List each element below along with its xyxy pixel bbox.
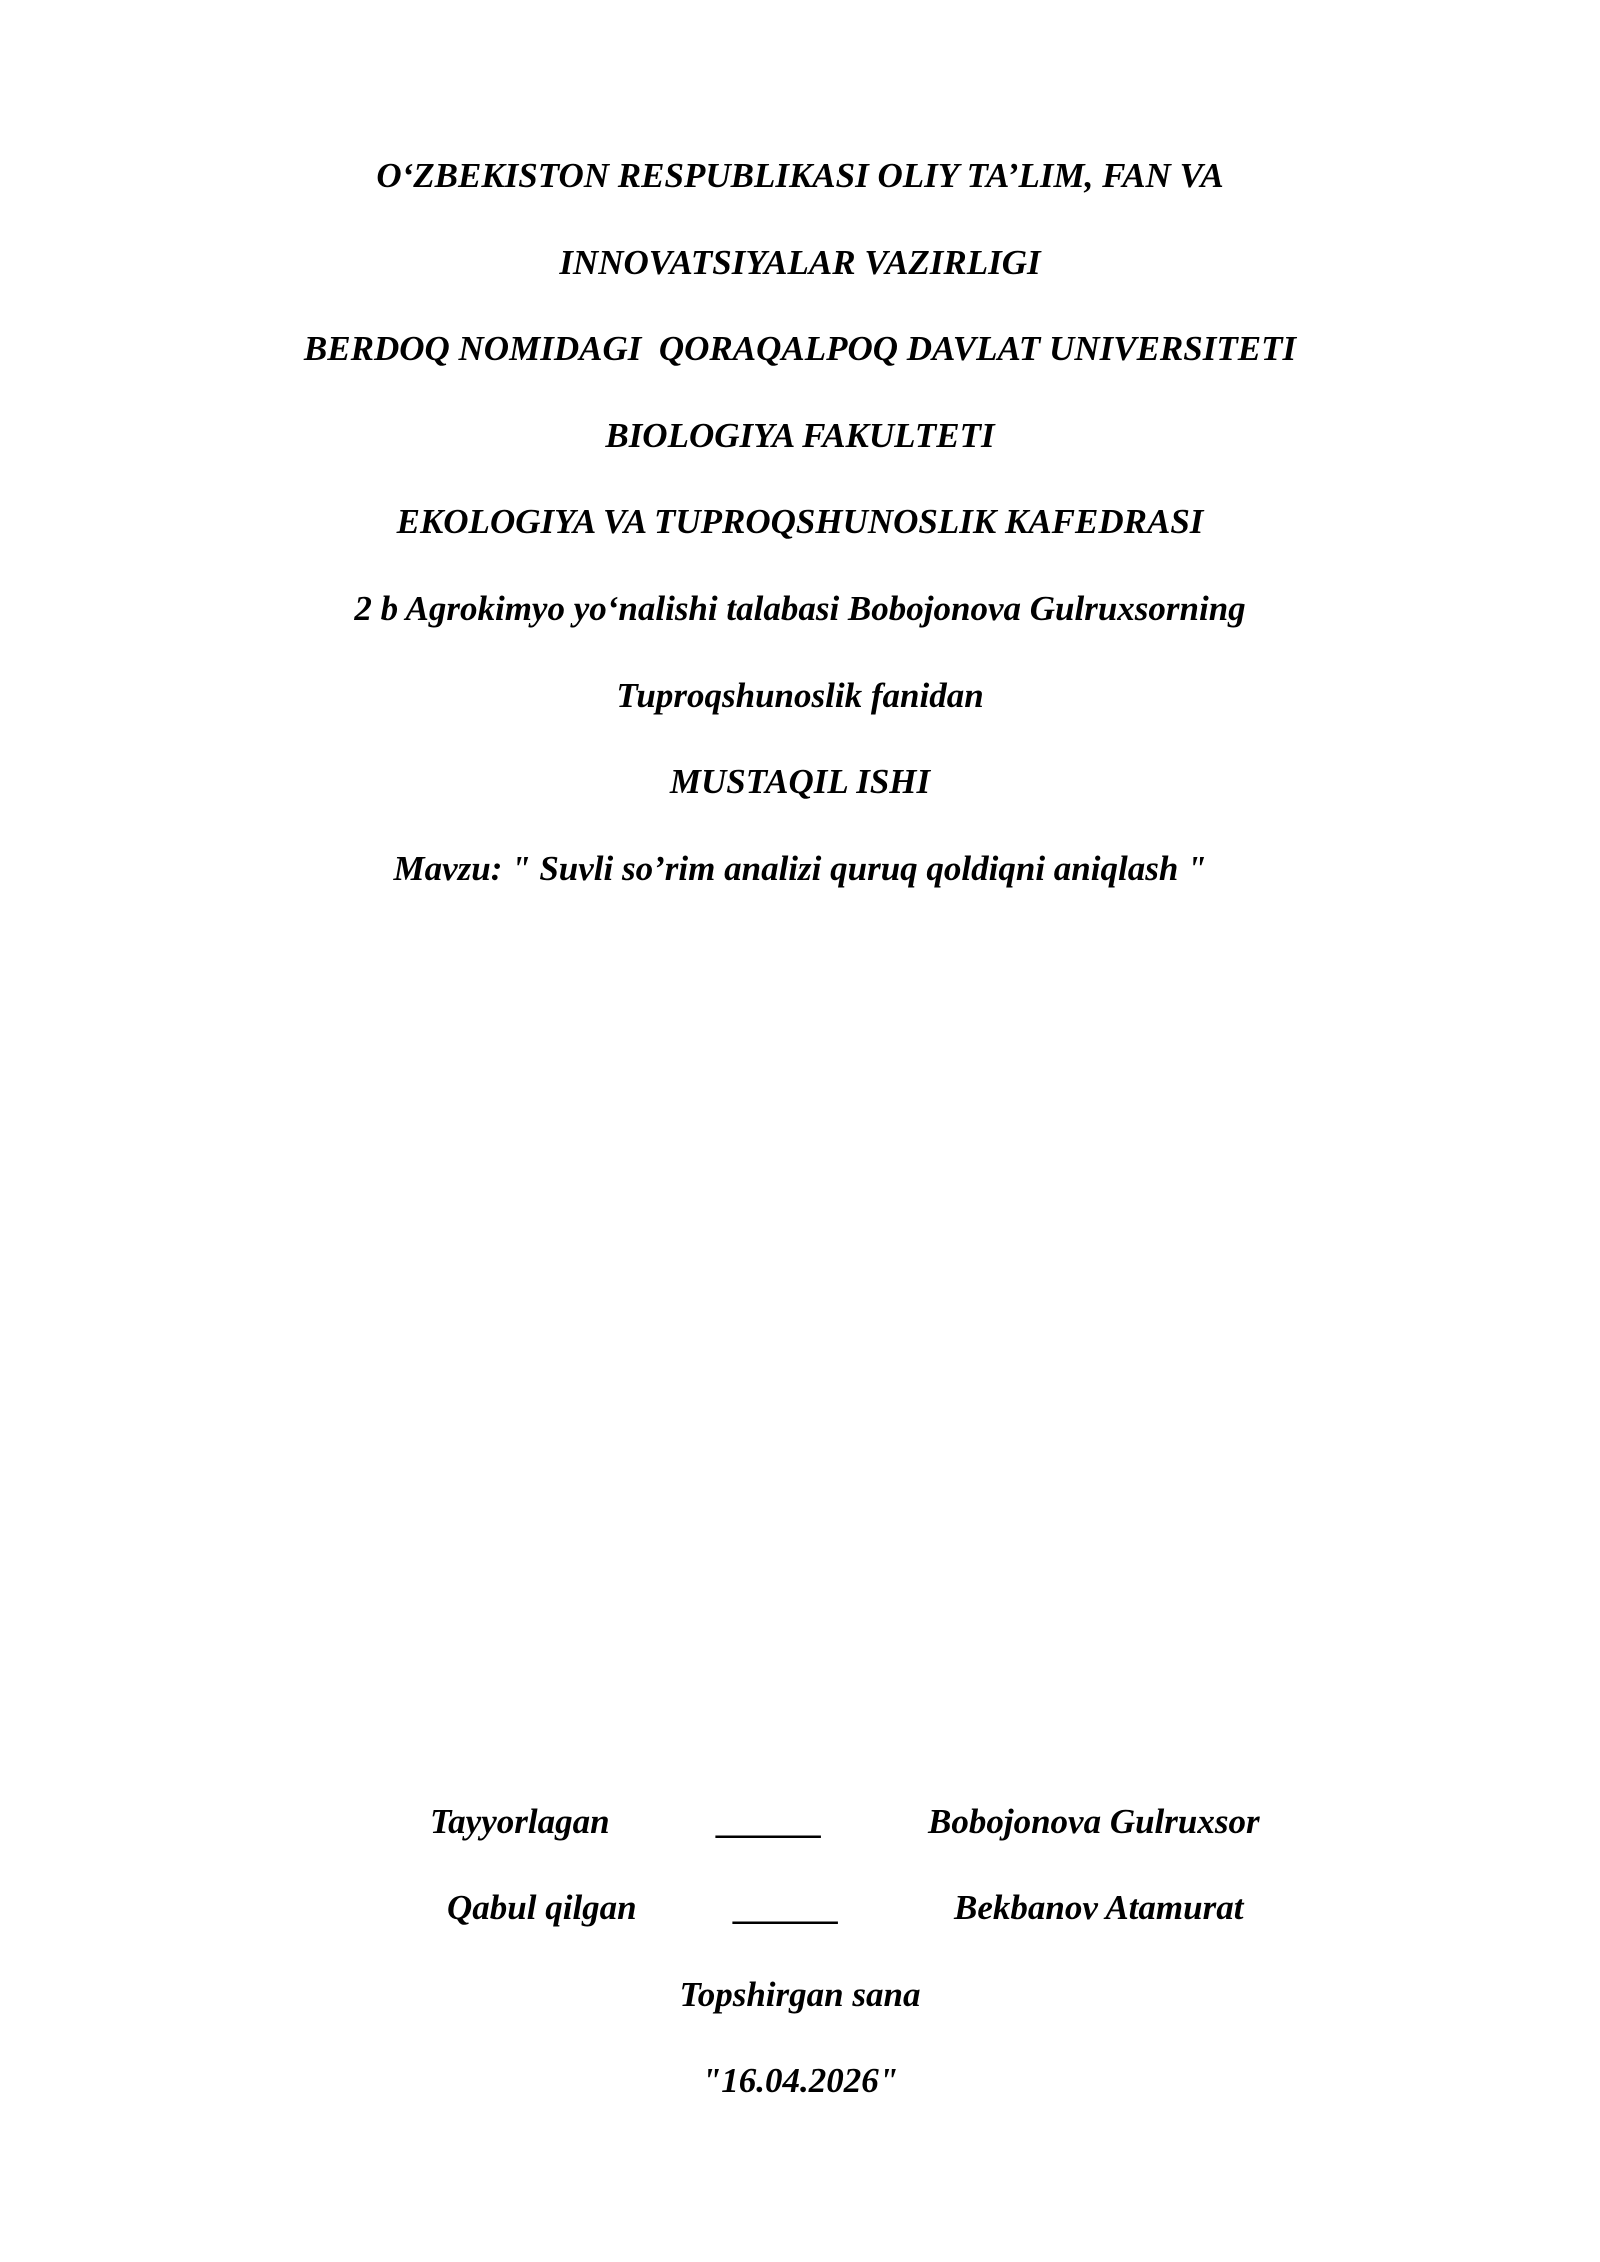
- accepted-label: Qabul qilgan: [447, 1888, 637, 1927]
- prepared-signature-blank: ______: [718, 1802, 823, 1841]
- subject-line: Tuproqshunoslik fanidan: [616, 676, 984, 715]
- ministry-line-2: INNOVATSIYALAR VAZIRLIGI: [559, 243, 1041, 282]
- submission-label: Topshirgan sana: [679, 1975, 921, 2014]
- student-line: 2 b Agrokimyo yo‘nalishi talabasi Bobojonova Gulruxsorning: [354, 589, 1246, 628]
- ministry-line-1: O‘ZBEKISTON RESPUBLIKASI OLIY TA’LIM, FAN VA: [376, 156, 1224, 195]
- prepared-label: Tayyorlagan: [430, 1802, 610, 1841]
- accepted-by-row: [0, 1886, 1600, 1930]
- faculty-name: BIOLOGIYA FAKULTETI: [605, 416, 995, 455]
- topic-line: Mavzu: " Suvli so’rim analizi quruq qoldiqni aniqlash ": [393, 849, 1207, 888]
- accepted-signature-blank: ______: [735, 1888, 840, 1927]
- accepted-name: Bekbanov Atamurat: [954, 1888, 1244, 1927]
- prepared-by-row: [0, 1800, 1600, 1844]
- submission-date: "16.04.2026": [701, 2061, 899, 2100]
- prepared-name: Bobojonova Gulruxsor: [928, 1802, 1260, 1841]
- department-name: EKOLOGIYA VA TUPROQSHUNOSLIK KAFEDRASI: [396, 502, 1204, 541]
- university-name: BERDOQ NOMIDAGI QORAQALPOQ DAVLAT UNIVERSITETI: [303, 329, 1297, 368]
- work-type: MUSTAQIL ISHI: [669, 762, 931, 801]
